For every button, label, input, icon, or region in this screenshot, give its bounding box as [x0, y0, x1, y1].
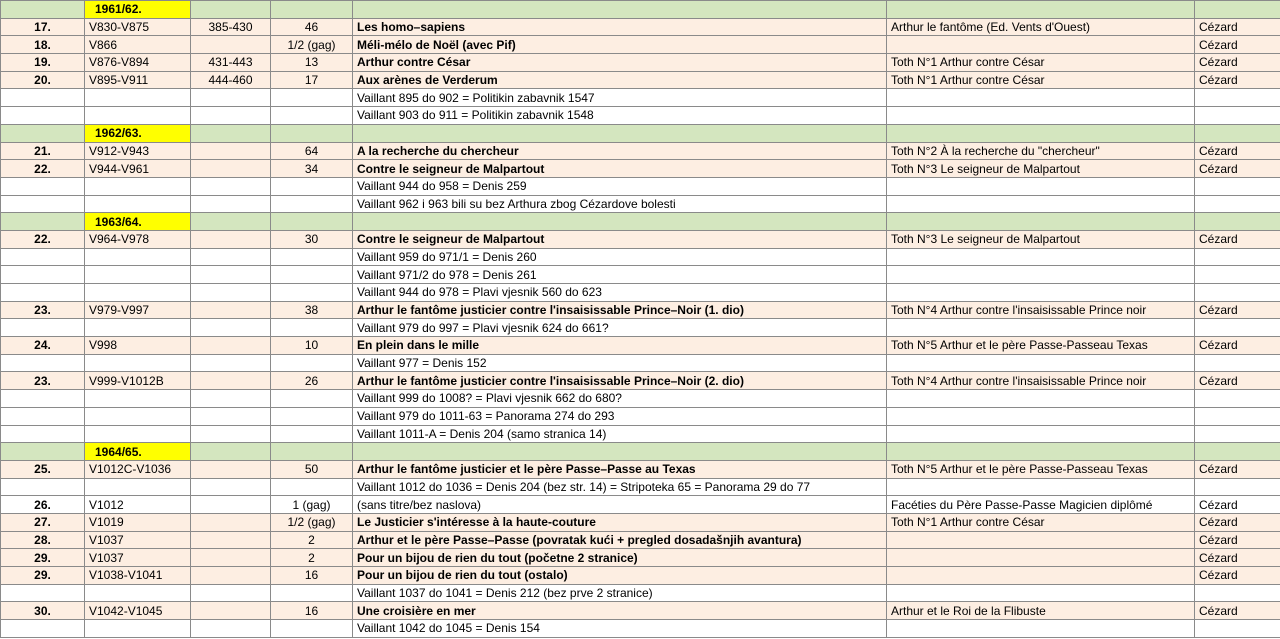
cell-page-count[interactable] [271, 177, 353, 195]
cell-number[interactable]: 27. [1, 513, 85, 531]
story-row [1, 71, 1280, 89]
cell-page-count[interactable]: 26 [271, 372, 353, 390]
cell-page-count[interactable] [271, 107, 353, 125]
season-cell-empty[interactable] [1, 124, 85, 142]
cell-title[interactable]: Vaillant 971/2 do 978 = Denis 261 [353, 266, 887, 284]
season-cell-empty[interactable] [887, 213, 1195, 231]
cell-page-range[interactable] [191, 549, 271, 567]
cell-vaillant-code[interactable]: V998 [85, 337, 191, 355]
note-row [1, 248, 1280, 266]
cell-title[interactable]: Contre le seigneur de Malpartout [353, 160, 887, 178]
cell-author[interactable] [1195, 390, 1280, 408]
cell-vaillant-code[interactable]: V1037 [85, 549, 191, 567]
cell-page-range[interactable] [191, 602, 271, 620]
season-cell-empty[interactable] [1, 443, 85, 461]
season-cell-empty[interactable] [191, 213, 271, 231]
cell-vaillant-code[interactable]: V876-V894 [85, 54, 191, 72]
story-row [1, 513, 1280, 531]
cell-page-count[interactable]: 1/2 (gag) [271, 36, 353, 54]
cell-author[interactable]: Cézard [1195, 18, 1280, 36]
cell-title[interactable]: Arthur le fantôme justicier et le père Passe–Passe au Texas [353, 460, 887, 478]
cell-page-range[interactable] [191, 89, 271, 107]
cell-number[interactable]: 20. [1, 71, 85, 89]
cell-page-count[interactable] [271, 390, 353, 408]
cell-number[interactable]: 19. [1, 54, 85, 72]
cell-page-count[interactable] [271, 425, 353, 443]
cell-number[interactable]: 23. [1, 301, 85, 319]
cell-vaillant-code[interactable]: V1037 [85, 531, 191, 549]
cell-number[interactable]: 24. [1, 337, 85, 355]
cell-title[interactable]: Vaillant 944 do 978 = Plavi vjesnik 560 do 623 [353, 284, 887, 302]
cell-page-range[interactable] [191, 372, 271, 390]
season-header-row [1, 1, 1280, 19]
cell-author[interactable] [1195, 407, 1280, 425]
note-row [1, 620, 1280, 638]
cell-page-range[interactable] [191, 160, 271, 178]
cell-vaillant-code[interactable]: V944-V961 [85, 160, 191, 178]
cell-page-range[interactable] [191, 248, 271, 266]
cell-title[interactable]: Vaillant 1011-A = Denis 204 (samo stranica 14) [353, 425, 887, 443]
cell-number[interactable] [1, 584, 85, 602]
cell-vaillant-code[interactable] [85, 107, 191, 125]
cell-page-count[interactable]: 64 [271, 142, 353, 160]
cell-album[interactable] [887, 407, 1195, 425]
cell-album[interactable] [887, 177, 1195, 195]
cell-vaillant-code[interactable]: V1012 [85, 496, 191, 514]
cell-author[interactable] [1195, 319, 1280, 337]
cell-vaillant-code[interactable]: V964-V978 [85, 230, 191, 248]
cell-page-range[interactable] [191, 354, 271, 372]
cell-title[interactable]: Vaillant 977 = Denis 152 [353, 354, 887, 372]
cell-album[interactable] [887, 248, 1195, 266]
cell-album[interactable] [887, 319, 1195, 337]
cell-page-range[interactable] [191, 584, 271, 602]
cell-author[interactable]: Cézard [1195, 54, 1280, 72]
note-row [1, 584, 1280, 602]
cell-author[interactable]: Cézard [1195, 160, 1280, 178]
cell-title[interactable]: Méli-mélo de Noël (avec Pif) [353, 36, 887, 54]
cell-album[interactable] [887, 425, 1195, 443]
cell-album[interactable] [887, 107, 1195, 125]
cell-page-count[interactable]: 17 [271, 71, 353, 89]
cell-vaillant-code[interactable]: V912-V943 [85, 142, 191, 160]
cell-page-count[interactable] [271, 284, 353, 302]
cell-number[interactable]: 22. [1, 230, 85, 248]
cell-author[interactable] [1195, 89, 1280, 107]
cell-number[interactable]: 21. [1, 142, 85, 160]
cell-author[interactable] [1195, 195, 1280, 213]
cell-vaillant-code[interactable] [85, 195, 191, 213]
cell-page-count[interactable] [271, 407, 353, 425]
season-label-cell[interactable]: 1964/65. [85, 443, 191, 461]
cell-vaillant-code[interactable] [85, 425, 191, 443]
cell-number[interactable] [1, 266, 85, 284]
cell-author[interactable] [1195, 177, 1280, 195]
cell-page-count[interactable] [271, 266, 353, 284]
cell-vaillant-code[interactable] [85, 177, 191, 195]
note-row [1, 107, 1280, 125]
cell-number[interactable] [1, 107, 85, 125]
cell-author[interactable]: Cézard [1195, 513, 1280, 531]
story-row [1, 230, 1280, 248]
cell-page-range[interactable] [191, 301, 271, 319]
cell-page-count[interactable]: 1 (gag) [271, 496, 353, 514]
cell-page-range[interactable] [191, 319, 271, 337]
cell-title[interactable]: Arthur contre César [353, 54, 887, 72]
cell-page-count[interactable] [271, 620, 353, 638]
season-cell-empty[interactable] [1195, 1, 1280, 19]
story-row [1, 549, 1280, 567]
cell-page-count[interactable]: 30 [271, 230, 353, 248]
cell-title[interactable]: A la recherche du chercheur [353, 142, 887, 160]
cell-album[interactable]: Toth N°5 Arthur et le père Passe-Passeau Texas [887, 337, 1195, 355]
cell-page-range[interactable] [191, 425, 271, 443]
cell-album[interactable] [887, 266, 1195, 284]
season-cell-empty[interactable] [271, 213, 353, 231]
cell-title[interactable]: Vaillant 1042 do 1045 = Denis 154 [353, 620, 887, 638]
cell-page-range[interactable] [191, 266, 271, 284]
cell-title[interactable]: Vaillant 979 do 997 = Plavi vjesnik 624 do 661? [353, 319, 887, 337]
cell-vaillant-code[interactable]: V979-V997 [85, 301, 191, 319]
cell-number[interactable] [1, 390, 85, 408]
story-row [1, 567, 1280, 585]
cell-title[interactable]: Vaillant 962 i 963 bili su bez Arthura zbog Cézardove bolesti [353, 195, 887, 213]
cell-vaillant-code[interactable]: V1012C-V1036 [85, 460, 191, 478]
cell-number[interactable] [1, 354, 85, 372]
cell-album[interactable] [887, 478, 1195, 496]
season-cell-empty[interactable] [353, 1, 887, 19]
cell-author[interactable] [1195, 478, 1280, 496]
cell-page-range[interactable]: 444-460 [191, 71, 271, 89]
cell-album[interactable]: Toth N°2 À la recherche du "chercheur" [887, 142, 1195, 160]
cell-title[interactable]: (sans titre/bez naslova) [353, 496, 887, 514]
cell-number[interactable]: 17. [1, 18, 85, 36]
cell-page-count[interactable]: 46 [271, 18, 353, 36]
cell-page-range[interactable] [191, 496, 271, 514]
story-row [1, 337, 1280, 355]
cell-vaillant-code[interactable]: V1019 [85, 513, 191, 531]
season-label-cell[interactable]: 1961/62. [85, 1, 191, 19]
cell-title[interactable]: Une croisière en mer [353, 602, 887, 620]
cell-vaillant-code[interactable] [85, 584, 191, 602]
season-cell-empty[interactable] [353, 443, 887, 461]
season-cell-empty[interactable] [887, 1, 1195, 19]
cell-number[interactable] [1, 620, 85, 638]
cell-page-range[interactable] [191, 36, 271, 54]
cell-album[interactable]: Toth N°1 Arthur contre César [887, 513, 1195, 531]
season-header-row [1, 443, 1280, 461]
cell-page-range[interactable] [191, 284, 271, 302]
cell-author[interactable]: Cézard [1195, 337, 1280, 355]
cell-album[interactable]: Toth N°5 Arthur et le père Passe-Passeau Texas [887, 460, 1195, 478]
cell-album[interactable]: Arthur le fantôme (Ed. Vents d'Ouest) [887, 18, 1195, 36]
cell-vaillant-code[interactable] [85, 478, 191, 496]
season-cell-empty[interactable] [887, 124, 1195, 142]
season-cell-empty[interactable] [353, 213, 887, 231]
cell-page-range[interactable] [191, 531, 271, 549]
cell-page-count[interactable]: 10 [271, 337, 353, 355]
cell-album[interactable] [887, 354, 1195, 372]
cell-vaillant-code[interactable]: V895-V911 [85, 71, 191, 89]
cell-author[interactable]: Cézard [1195, 531, 1280, 549]
cell-album[interactable] [887, 390, 1195, 408]
cell-author[interactable] [1195, 266, 1280, 284]
cell-number[interactable]: 28. [1, 531, 85, 549]
cell-vaillant-code[interactable]: V1038-V1041 [85, 567, 191, 585]
story-row [1, 160, 1280, 178]
note-row [1, 478, 1280, 496]
cell-title[interactable]: Aux arènes de Verderum [353, 71, 887, 89]
cell-vaillant-code[interactable] [85, 390, 191, 408]
season-cell-empty[interactable] [1, 1, 85, 19]
cell-number[interactable] [1, 407, 85, 425]
cell-author[interactable]: Cézard [1195, 142, 1280, 160]
season-cell-empty[interactable] [1, 213, 85, 231]
cell-album[interactable] [887, 36, 1195, 54]
cell-vaillant-code[interactable] [85, 354, 191, 372]
season-cell-empty[interactable] [191, 443, 271, 461]
season-label-cell[interactable]: 1963/64. [85, 213, 191, 231]
season-cell-empty[interactable] [353, 124, 887, 142]
cell-author[interactable]: Cézard [1195, 372, 1280, 390]
cell-page-count[interactable] [271, 319, 353, 337]
cell-page-range[interactable] [191, 195, 271, 213]
cell-title[interactable]: Vaillant 959 do 971/1 = Denis 260 [353, 248, 887, 266]
cell-album[interactable]: Toth N°3 Le seigneur de Malpartout [887, 160, 1195, 178]
cell-number[interactable] [1, 248, 85, 266]
story-row [1, 531, 1280, 549]
cell-page-count[interactable]: 16 [271, 602, 353, 620]
cell-page-range[interactable] [191, 407, 271, 425]
cell-number[interactable]: 26. [1, 496, 85, 514]
cell-page-range[interactable] [191, 567, 271, 585]
cell-author[interactable]: Cézard [1195, 602, 1280, 620]
cell-title[interactable]: Vaillant 999 do 1008? = Plavi vjesnik 662 do 680? [353, 390, 887, 408]
cell-number[interactable] [1, 177, 85, 195]
cell-author[interactable] [1195, 620, 1280, 638]
cell-author[interactable]: Cézard [1195, 230, 1280, 248]
cell-vaillant-code[interactable]: V866 [85, 36, 191, 54]
cell-page-count[interactable] [271, 354, 353, 372]
cell-author[interactable]: Cézard [1195, 496, 1280, 514]
season-cell-empty[interactable] [271, 1, 353, 19]
story-row [1, 602, 1280, 620]
cell-title[interactable]: Pour un bijou de rien du tout (ostalo) [353, 567, 887, 585]
story-row [1, 301, 1280, 319]
cell-author[interactable]: Cézard [1195, 567, 1280, 585]
cell-page-range[interactable] [191, 337, 271, 355]
cell-author[interactable]: Cézard [1195, 301, 1280, 319]
cell-vaillant-code[interactable] [85, 266, 191, 284]
note-row [1, 195, 1280, 213]
cell-title[interactable]: Vaillant 1037 do 1041 = Denis 212 (bez prve 2 stranice) [353, 584, 887, 602]
cell-vaillant-code[interactable] [85, 620, 191, 638]
season-cell-empty[interactable] [1195, 124, 1280, 142]
spreadsheet-body [1, 1, 1280, 638]
story-row [1, 18, 1280, 36]
cell-album[interactable] [887, 567, 1195, 585]
cell-number[interactable]: 25. [1, 460, 85, 478]
cell-album[interactable] [887, 195, 1195, 213]
cell-page-count[interactable]: 1/2 (gag) [271, 513, 353, 531]
cell-author[interactable] [1195, 284, 1280, 302]
cell-page-count[interactable] [271, 584, 353, 602]
cell-title[interactable]: Vaillant 979 do 1011-63 = Panorama 274 do 293 [353, 407, 887, 425]
cell-page-count[interactable]: 34 [271, 160, 353, 178]
cell-page-range[interactable] [191, 460, 271, 478]
cell-number[interactable]: 22. [1, 160, 85, 178]
cell-number[interactable]: 18. [1, 36, 85, 54]
cell-number[interactable] [1, 284, 85, 302]
note-row [1, 407, 1280, 425]
cell-album[interactable] [887, 584, 1195, 602]
note-row [1, 390, 1280, 408]
cell-title[interactable]: Arthur le fantôme justicier contre l'insaisissable Prince–Noir (1. dio) [353, 301, 887, 319]
season-header-row [1, 213, 1280, 231]
cell-title[interactable]: En plein dans le mille [353, 337, 887, 355]
season-cell-empty[interactable] [1195, 443, 1280, 461]
cell-author[interactable] [1195, 425, 1280, 443]
season-cell-empty[interactable] [1195, 213, 1280, 231]
cell-album[interactable] [887, 531, 1195, 549]
cell-page-count[interactable]: 13 [271, 54, 353, 72]
season-label-cell[interactable]: 1962/63. [85, 124, 191, 142]
cell-author[interactable]: Cézard [1195, 549, 1280, 567]
note-row [1, 284, 1280, 302]
cell-author[interactable]: Cézard [1195, 36, 1280, 54]
cell-page-count[interactable]: 2 [271, 549, 353, 567]
note-row [1, 354, 1280, 372]
cell-page-range[interactable] [191, 107, 271, 125]
cell-vaillant-code[interactable] [85, 319, 191, 337]
cell-album[interactable] [887, 620, 1195, 638]
cell-author[interactable]: Cézard [1195, 460, 1280, 478]
cell-page-range[interactable] [191, 177, 271, 195]
cell-album[interactable]: Toth N°1 Arthur contre César [887, 54, 1195, 72]
cell-page-range[interactable]: 385-430 [191, 18, 271, 36]
cell-album[interactable]: Toth N°1 Arthur contre César [887, 71, 1195, 89]
cell-author[interactable] [1195, 584, 1280, 602]
cell-author[interactable]: Cézard [1195, 71, 1280, 89]
cell-vaillant-code[interactable] [85, 248, 191, 266]
cell-title[interactable]: Vaillant 944 do 958 = Denis 259 [353, 177, 887, 195]
note-row [1, 266, 1280, 284]
cell-page-range[interactable]: 431-443 [191, 54, 271, 72]
cell-page-range[interactable] [191, 478, 271, 496]
cell-author[interactable] [1195, 107, 1280, 125]
season-header-row [1, 124, 1280, 142]
cell-page-count[interactable]: 2 [271, 531, 353, 549]
cell-title[interactable]: Contre le seigneur de Malpartout [353, 230, 887, 248]
cell-number[interactable] [1, 195, 85, 213]
story-row [1, 142, 1280, 160]
cell-album[interactable]: Arthur et le Roi de la Flibuste [887, 602, 1195, 620]
cell-page-count[interactable]: 16 [271, 567, 353, 585]
note-row [1, 319, 1280, 337]
cell-album[interactable]: Toth N°4 Arthur contre l'insaisissable Prince noir [887, 301, 1195, 319]
cell-title[interactable]: Vaillant 895 do 902 = Politikin zabavnik 1547 [353, 89, 887, 107]
season-cell-empty[interactable] [191, 124, 271, 142]
cell-page-count[interactable] [271, 89, 353, 107]
cell-number[interactable]: 30. [1, 602, 85, 620]
cell-number[interactable]: 29. [1, 567, 85, 585]
cell-title[interactable]: Pour un bijou de rien du tout (početne 2 stranice) [353, 549, 887, 567]
note-row [1, 177, 1280, 195]
cell-vaillant-code[interactable]: V1042-V1045 [85, 602, 191, 620]
cell-page-count[interactable]: 50 [271, 460, 353, 478]
cell-number[interactable] [1, 319, 85, 337]
cell-album[interactable]: Facéties du Père Passe-Passe Magicien diplômé [887, 496, 1195, 514]
note-row [1, 425, 1280, 443]
cell-title[interactable]: Arthur le fantôme justicier contre l'insaisissable Prince–Noir (2. dio) [353, 372, 887, 390]
cell-vaillant-code[interactable] [85, 407, 191, 425]
cell-page-range[interactable] [191, 142, 271, 160]
cell-vaillant-code[interactable] [85, 89, 191, 107]
cell-title[interactable]: Les homo–sapiens [353, 18, 887, 36]
cell-page-range[interactable] [191, 390, 271, 408]
season-cell-empty[interactable] [887, 443, 1195, 461]
story-row [1, 372, 1280, 390]
cell-page-count[interactable]: 38 [271, 301, 353, 319]
cell-vaillant-code[interactable]: V830-V875 [85, 18, 191, 36]
cell-page-count[interactable] [271, 195, 353, 213]
cell-album[interactable]: Toth N°3 Le seigneur de Malpartout [887, 230, 1195, 248]
note-row [1, 496, 1280, 514]
cell-author[interactable] [1195, 354, 1280, 372]
cell-title[interactable]: Le Justicier s'intéresse à la haute-couture [353, 513, 887, 531]
cell-title[interactable]: Arthur et le père Passe–Passe (povratak kući + pregled dosadašnjih avantura) [353, 531, 887, 549]
story-row [1, 54, 1280, 72]
cell-number[interactable] [1, 89, 85, 107]
cell-number[interactable] [1, 478, 85, 496]
cell-author[interactable] [1195, 248, 1280, 266]
cell-number[interactable]: 23. [1, 372, 85, 390]
story-row [1, 460, 1280, 478]
cell-album[interactable]: Toth N°4 Arthur contre l'insaisissable Prince noir [887, 372, 1195, 390]
cell-album[interactable] [887, 549, 1195, 567]
cell-album[interactable] [887, 89, 1195, 107]
season-cell-empty[interactable] [271, 124, 353, 142]
story-row [1, 36, 1280, 54]
cell-vaillant-code[interactable]: V999-V1012B [85, 372, 191, 390]
cell-title[interactable]: Vaillant 1012 do 1036 = Denis 204 (bez str. 14) = Stripoteka 65 = Panorama 29 do 77 [353, 478, 887, 496]
cell-page-range[interactable] [191, 513, 271, 531]
cell-page-count[interactable] [271, 248, 353, 266]
season-cell-empty[interactable] [271, 443, 353, 461]
cell-number[interactable] [1, 425, 85, 443]
cell-title[interactable]: Vaillant 903 do 911 = Politikin zabavnik 1548 [353, 107, 887, 125]
note-row [1, 89, 1280, 107]
season-cell-empty[interactable] [191, 1, 271, 19]
cell-page-range[interactable] [191, 620, 271, 638]
cell-number[interactable]: 29. [1, 549, 85, 567]
cell-page-count[interactable] [271, 478, 353, 496]
cell-vaillant-code[interactable] [85, 284, 191, 302]
cell-album[interactable] [887, 284, 1195, 302]
cell-page-range[interactable] [191, 230, 271, 248]
